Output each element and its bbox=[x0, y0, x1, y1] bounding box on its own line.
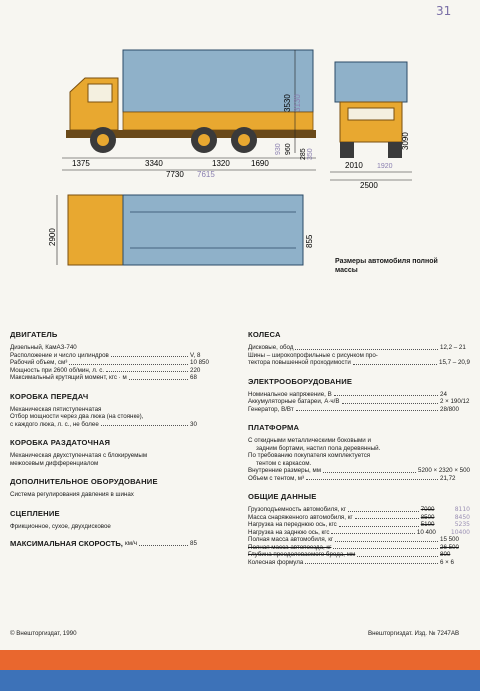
wheels-section bbox=[248, 330, 470, 367]
spec-row: Генератор, В/Вт 28/800 bbox=[248, 405, 459, 413]
engine-heading: ДВИГАТЕЛЬ bbox=[10, 330, 58, 339]
wheels-heading: КОЛЕСА bbox=[248, 330, 281, 339]
spec-row: Полная масса автомобиля, кг 15 500 bbox=[248, 536, 459, 543]
spec-row: Дисковые, обод 12,2 – 21 bbox=[248, 344, 466, 351]
spec-row: Внутренние размеры, мм 5200 × 2320 × 500 bbox=[248, 467, 470, 474]
blue-stripe bbox=[0, 670, 480, 691]
dim-ground-hand: 350 bbox=[307, 148, 314, 160]
dim-wheelbase: 3340 bbox=[145, 159, 163, 168]
copyright: © Внешторгиздат, 1990 bbox=[10, 630, 77, 637]
platform-line2: задним бортами, настил пола деревянный. bbox=[256, 444, 381, 452]
right-column bbox=[248, 330, 470, 576]
platform-section bbox=[248, 423, 470, 482]
transfer-line2: межосевым дифференциалом bbox=[10, 459, 99, 467]
spec-row: Масса снаряженного автомобиля, кг 8500 8450 bbox=[248, 513, 470, 521]
dim-total-length-hand: 7615 bbox=[197, 170, 215, 179]
spec-row: Расположение и число цилиндров V, 8 bbox=[10, 351, 201, 359]
general-heading: ОБЩИЕ ДАННЫЕ bbox=[248, 492, 317, 501]
wheels-line1: Шины – широкопрофильные с рисунком про- bbox=[248, 351, 378, 359]
dim-total-length: 7730 bbox=[166, 170, 184, 179]
spec-row: Максимальный крутящий момент, кгс · м 68 bbox=[10, 374, 197, 381]
dim-track: 2010 bbox=[345, 161, 363, 170]
handwritten-page-number: 31 bbox=[436, 4, 452, 18]
extra-line1: Система регулирования давления в шинах bbox=[10, 491, 134, 498]
drawing-caption: Размеры автомобиля полной массы bbox=[335, 258, 438, 274]
clutch-line1: Фрикционное, сухое, двухдисковое bbox=[10, 522, 111, 530]
dim-front-height: 3090 bbox=[401, 132, 410, 150]
publisher-note: Внешторгиздат. Изд. № 7247АВ bbox=[368, 630, 460, 637]
spec-row: тектора повышенной проходимости 15,7 – 20,9 bbox=[248, 359, 470, 366]
dim-top-width: 2900 bbox=[48, 228, 57, 246]
engine-section bbox=[10, 330, 220, 382]
transfer-section bbox=[10, 438, 220, 467]
dim-ground: 285 bbox=[300, 148, 307, 160]
extra-equipment-section bbox=[10, 477, 220, 499]
clutch-heading: СЦЕПЛЕНИЕ bbox=[10, 508, 60, 518]
dim-floor-height: 960 bbox=[285, 143, 292, 155]
gearbox-line1: Механическая пятиступенчатая bbox=[10, 405, 102, 413]
spec-row: Нагрузка на заднюю ось, кгс 10 400 10400 bbox=[248, 528, 470, 536]
spec-row: с каждого люка, л. с., не более 30 bbox=[10, 420, 197, 428]
spec-row: Рабочий объем, см³ 10 850 bbox=[10, 359, 209, 366]
platform-line1: С откидными металлическими боковыми и bbox=[248, 437, 371, 444]
spec-row: Мощность при 2600 об/мин, л. с. 220 bbox=[10, 366, 201, 374]
transfer-line1: Механическая двухступенчатая с блокируемым bbox=[10, 452, 148, 459]
platform-line3: По требованию покупателя комплектуется bbox=[248, 452, 371, 459]
dim-height-hand: 3130 bbox=[293, 94, 302, 112]
max-speed-row: МАКСИМАЛЬНАЯ СКОРОСТЬ, км/ч 85 bbox=[10, 539, 197, 548]
dim-width: 2500 bbox=[360, 181, 378, 190]
spec-row: Аккумуляторные батареи, А·ч/В 2 × 190/12 bbox=[248, 398, 470, 405]
electric-section bbox=[248, 377, 470, 414]
engine-type: Дизельный, КамАЗ-740 bbox=[10, 344, 77, 351]
spec-row: Колесная формула 6 × 6 bbox=[248, 558, 454, 566]
spec-row: Полная масса автопоезда, кг 26 500 bbox=[248, 543, 459, 551]
orange-stripe bbox=[0, 650, 480, 670]
left-column bbox=[10, 330, 220, 548]
transfer-heading: КОРОБКА РАЗДАТОЧНАЯ bbox=[10, 438, 111, 447]
dim-floor-hand: 930 bbox=[275, 143, 282, 155]
extra-heading: ДОПОЛНИТЕЛЬНОЕ ОБОРУДОВАНИЕ bbox=[10, 477, 158, 486]
platform-line4: тентом с каркасом. bbox=[256, 459, 312, 467]
gearbox-line2: Отбор мощности через два люка (на стоянке), bbox=[10, 413, 144, 420]
dim-track-hand: 1920 bbox=[377, 163, 393, 170]
dim-height: 3530 bbox=[283, 94, 292, 112]
spec-row: Нагрузка на переднюю ось, кгс 5100 5235 bbox=[248, 521, 470, 528]
clutch-section bbox=[10, 509, 220, 531]
dim-bogie: 1320 bbox=[212, 159, 230, 168]
truck-front-view bbox=[330, 62, 412, 180]
gearbox-section bbox=[10, 392, 220, 429]
dim-rear-overhang: 1690 bbox=[251, 159, 269, 168]
electric-heading: ЭЛЕКТРООБОРУДОВАНИЕ bbox=[248, 376, 353, 386]
spec-row: Объем с тентом, м³ 21,72 bbox=[248, 474, 456, 482]
gearbox-heading: КОРОБКА ПЕРЕДАЧ bbox=[10, 391, 89, 401]
spec-row: Грузоподъемность автомобиля, кг 7000 8110 bbox=[248, 506, 470, 513]
dim-front-overhang: 1375 bbox=[72, 159, 90, 168]
spec-row: Глубина преодолеваемого брода, мм 800 bbox=[248, 551, 451, 558]
general-section bbox=[248, 492, 470, 566]
platform-heading: ПЛАТФОРМА bbox=[248, 423, 300, 432]
dim-top-side: 855 bbox=[305, 234, 314, 248]
spec-row: Номинальное напряжение, В 24 bbox=[248, 390, 447, 398]
truck-top-view bbox=[57, 195, 303, 265]
